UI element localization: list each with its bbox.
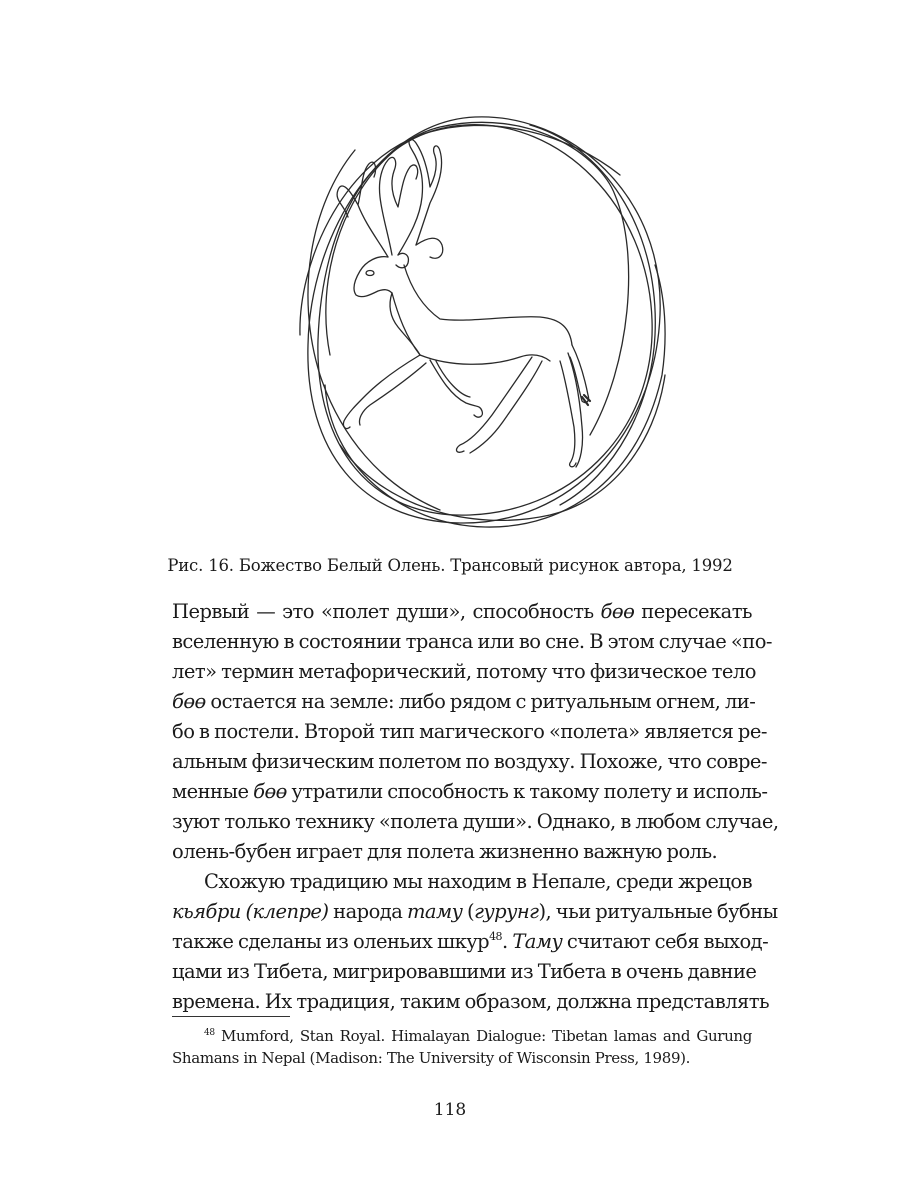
italic-term: бөө: [172, 690, 206, 713]
italic-term: кьябри (клепре): [172, 900, 329, 923]
text-segment: народа: [328, 900, 407, 923]
footnote-reference[interactable]: 48: [489, 930, 503, 943]
deer-neck-back: [404, 265, 572, 345]
deer-sketch-svg: [270, 105, 670, 535]
footnote-line: Shamans in Nepal (Madison: The University of Wisconsin Press, 1989).: [172, 1049, 691, 1067]
text-line: [172, 897, 778, 927]
text-line: вселенную в состоянии транса или во сне. В этом случае «по-: [172, 630, 772, 653]
italic-term: гурунг: [474, 900, 539, 923]
footnote-number: 48: [204, 1028, 215, 1038]
italic-term: бөө: [253, 780, 287, 803]
footnote: [172, 1025, 752, 1069]
text-line: олень-бубен играет для полета жизненно важную роль.: [172, 840, 718, 863]
circle-stroke-2: [318, 125, 652, 515]
text-segment: ), чьи ритуальные бубны: [538, 900, 778, 923]
text-segment: утратили способность к такому полету и исполь-: [286, 780, 768, 803]
footnote-line: [172, 1025, 752, 1047]
figure-caption: Рис. 16. Божество Белый Олень. Трансовый рисунок автора, 1992: [167, 556, 733, 575]
text-line: [172, 927, 769, 957]
white-deer-drawing: [270, 105, 670, 535]
text-line: Схожую традицию мы находим в Непале, среди жрецов: [204, 870, 752, 893]
deer-front-leg-1: [343, 355, 420, 429]
circle-stroke-5: [308, 150, 440, 510]
page-number: 118: [433, 1100, 467, 1120]
circle-stroke-7: [340, 375, 665, 520]
text-segment: менные: [172, 780, 254, 803]
circle-stroke-3: [326, 122, 629, 435]
antler-far-right: [416, 238, 443, 258]
text-segment: считают себя выход-: [562, 930, 769, 953]
italic-term: таму: [406, 900, 463, 923]
circle-stroke-8: [530, 125, 655, 505]
text-segment: Первый — это «полет души», способность: [172, 600, 601, 623]
circle-stroke-6: [300, 125, 620, 335]
italic-term: Таму: [512, 930, 563, 953]
text-line: бо в постели. Второй тип магического «полета» является ре-: [172, 720, 767, 743]
text-line: [172, 687, 756, 717]
deer-hind-leg-2b: [568, 353, 583, 467]
text-line: зуют только технику «полета души». Однако, в любом случае,: [172, 810, 779, 833]
text-segment: остается на земле: либо рядом с ритуальным огнем, ли-: [205, 690, 756, 713]
deer-tail: [570, 345, 589, 403]
deer-eye: [366, 271, 374, 276]
antler-right: [398, 139, 442, 255]
deer-hind-leg-1b: [470, 361, 542, 453]
footnote-text: Mumford, Stan Royal. Himalayan Dialogue: Tibetan lamas and Gurung: [214, 1027, 752, 1045]
text-segment: пересекать: [634, 600, 752, 623]
deer-head: [354, 257, 392, 297]
deer-hind-leg-2: [560, 361, 576, 467]
text-line: альным физическим полетом по воздуху. Похоже, что совре-: [172, 750, 767, 773]
text-line: цами из Тибета, мигрировавшими из Тибета в очень давние: [172, 960, 757, 983]
text-segment: (: [462, 900, 475, 923]
text-line: лет» термин метафорический, потому что физическое тело: [172, 660, 756, 683]
footnote-divider: [172, 1016, 290, 1017]
deer-hind-leg-1: [457, 357, 532, 452]
antler-middle: [379, 157, 417, 255]
main-text: [172, 597, 779, 1017]
italic-term: бөө: [600, 600, 635, 623]
deer-ear: [396, 253, 408, 267]
text-line: времена. Их традиция, таким образом, должна представлять: [172, 990, 770, 1013]
text-segment: .: [502, 930, 513, 953]
text-line: [172, 777, 768, 807]
text-line: [172, 597, 752, 627]
text-segment: также сделаны из оленьих шкур: [172, 930, 490, 953]
